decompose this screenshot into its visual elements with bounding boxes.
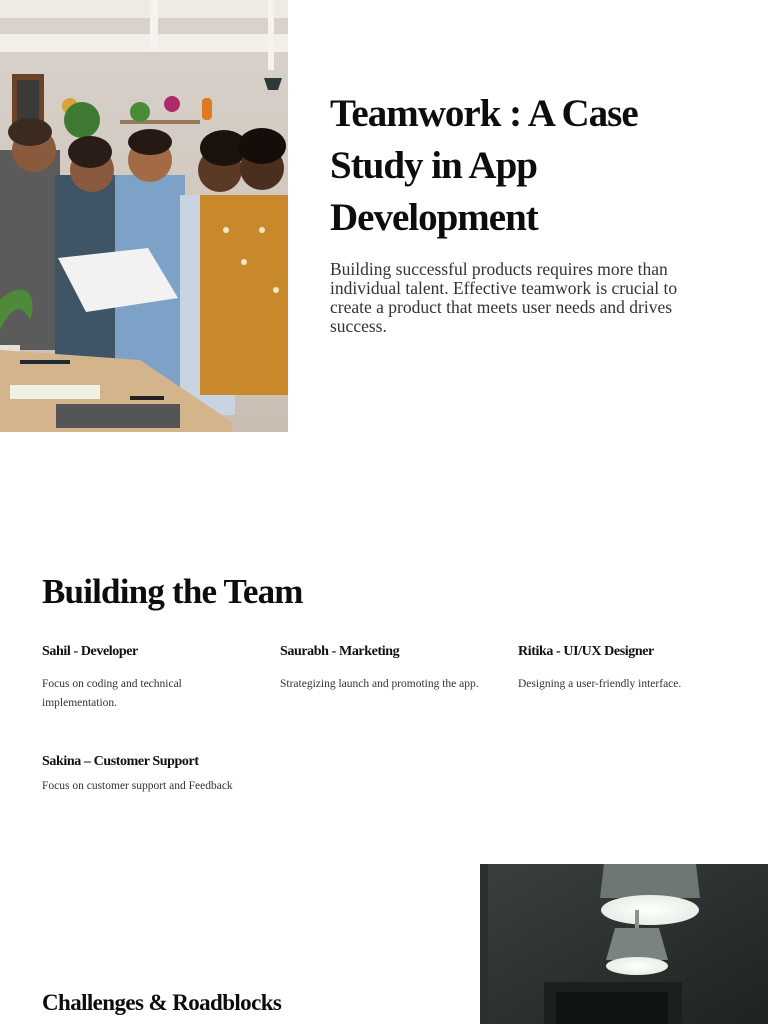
team-member-description: Focus on customer support and Feedback	[42, 780, 233, 792]
team-collaboration-photo	[0, 0, 288, 432]
team-member-name: Sahil - Developer	[42, 644, 138, 659]
hero-description: Building successful products requires more than individual talent. Effective teamwork is crucial to create a product that meets user needs and drives success.	[330, 259, 678, 336]
team-member-card	[518, 643, 728, 694]
team-member-description: Focus on coding and technical implementation.	[42, 678, 182, 709]
hero-title: Teamwork : A Case Study in App Development	[330, 92, 638, 239]
hero-text-block	[330, 88, 710, 336]
team-member-card	[42, 753, 302, 796]
pendant-lamps-photo	[480, 864, 768, 1024]
team-section-heading: Building the Team	[42, 572, 303, 611]
team-member-name: Ritika - UI/UX Designer	[518, 644, 654, 659]
challenges-section-heading: Challenges & Roadblocks	[42, 990, 282, 1015]
team-member-card	[280, 643, 490, 694]
team-member-name: Sakina – Customer Support	[42, 754, 199, 769]
team-member-name: Saurabh - Marketing	[280, 644, 400, 659]
team-member-description: Designing a user-friendly interface.	[518, 678, 682, 690]
team-member-card	[42, 643, 252, 713]
team-member-description: Strategizing launch and promoting the app.	[280, 678, 479, 690]
